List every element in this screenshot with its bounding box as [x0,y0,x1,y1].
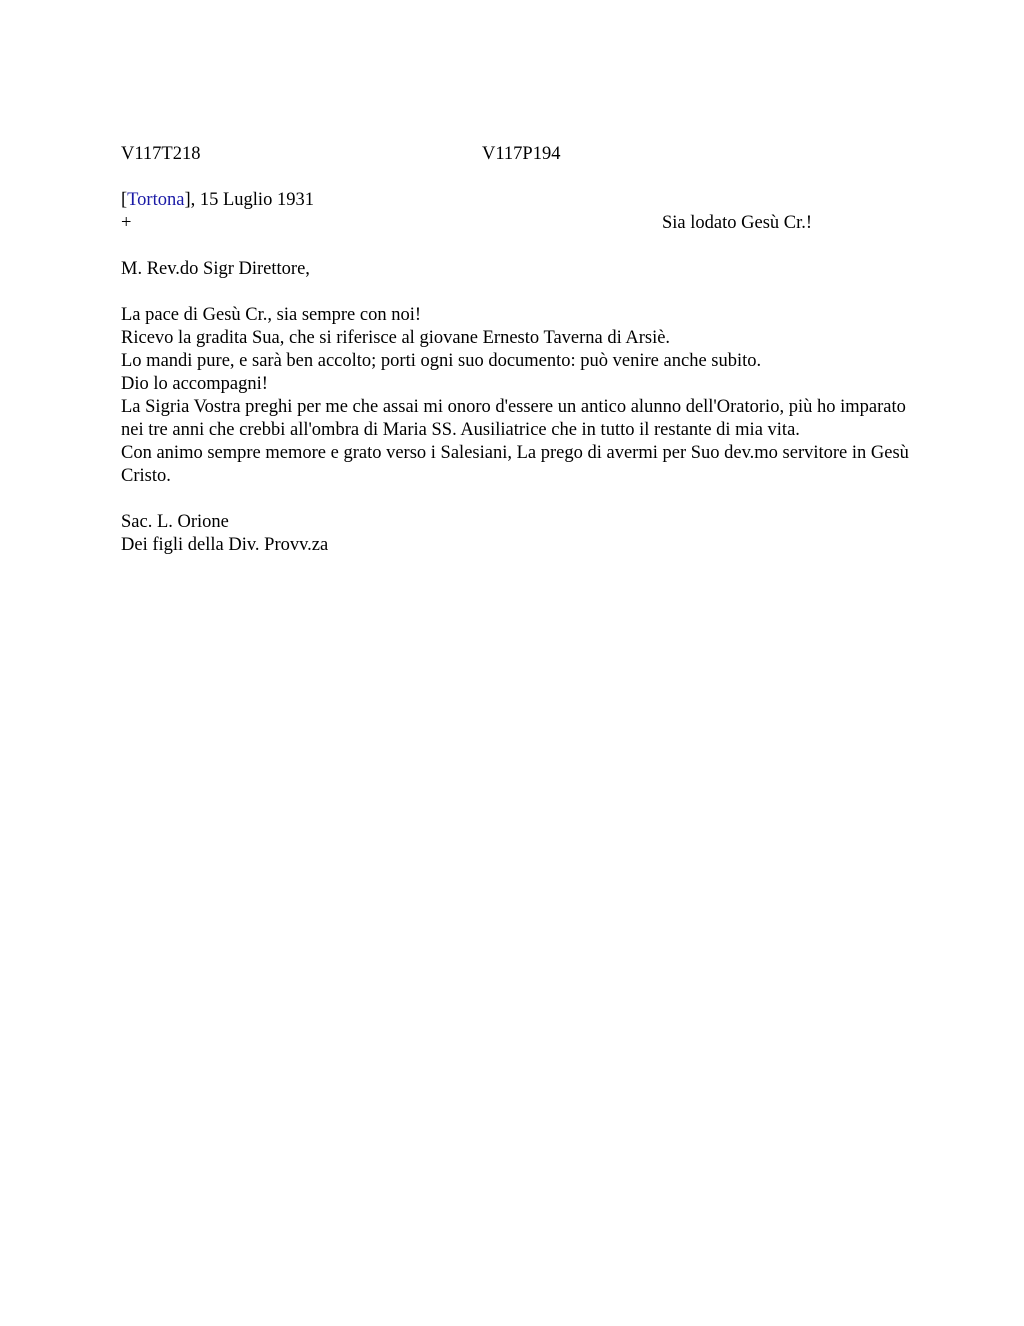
body-paragraph-6: Con animo sempre memore e grato verso i Salesiani, La prego di avermi per Suo dev.mo servitore in Gesù Cristo. [121,443,909,486]
place-date-line [121,189,911,212]
signature-title: Dei figli della Div. Provv.za [121,535,329,555]
body-line-3: Lo mandi pure, e sarà ben accolto; porti ogni suo documento: può venire anche subito. [121,351,762,371]
place-name: Tortona [127,190,185,210]
cross-symbol: + [121,213,132,233]
body-line-2: Ricevo la gradita Sua, che si riferisce al giovane Ernesto Taverna di Arsiè. [121,328,671,348]
reference-code-left: V117T218 [121,144,201,164]
bracket-open: [ [121,190,128,210]
letter-date: ], 15 Luglio 1931 [184,190,314,210]
reference-code-right: V117P194 [482,144,561,164]
body-paragraph-5: La Sigria Vostra preghi per me che assai mi onoro d'essere un antico alunno dell'Oratorio, più ho imparato nei tre anni che crebbi all'ombra di Maria SS. Ausiliatrice che in tutto il restante di mia vita. [121,397,906,440]
signature-name: Sac. L. Orione [121,512,229,532]
reference-codes [121,143,911,166]
salutation: M. Rev.do Sigr Direttore, [121,259,310,279]
letter-document [121,143,911,557]
cross-invocation-row [121,212,911,235]
body-line-4: Dio lo accompagni! [121,374,268,394]
body-line-1: La pace di Gesù Cr., sia sempre con noi! [121,305,422,325]
invocation: Sia lodato Gesù Cr.! [662,213,813,233]
